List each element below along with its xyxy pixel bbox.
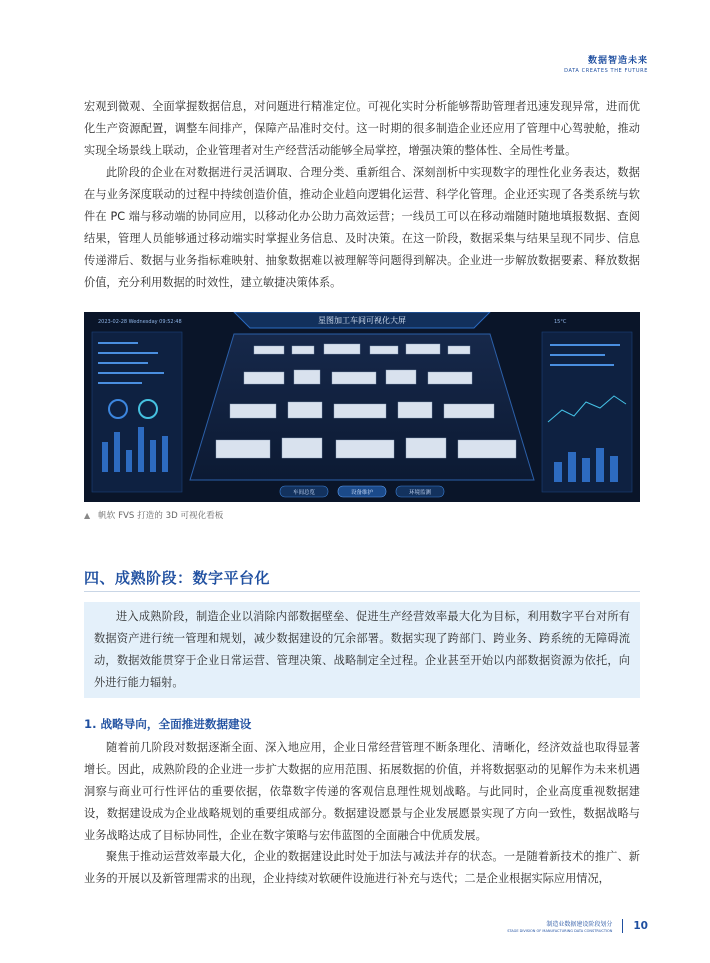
paragraph-text: 进入成熟阶段，制造企业以消除内部数据壁垒、促进生产经营效率最大化为目标，利用数字平台对所有数据资产进行统一管理和规划，减少数据建设的冗余部署。数据实现了跨部门、跨业务、跨系统的无障碍流动，数据效能贯穿于企业日常运营、管理决策、战略制定全过程。企业甚至开始以内部数据资源为依托，向外进行能力辐射。 — [94, 610, 630, 689]
footer-title: 制造业数据建设阶段划分 — [546, 921, 613, 928]
dashboard-button-overview: 车间总览 — [292, 490, 316, 496]
dashboard-temp: 15°C — [554, 319, 567, 325]
highlight-box — [84, 602, 640, 698]
footer-text — [507, 919, 612, 933]
paragraph-strategy — [84, 737, 640, 847]
brand-title: 数据智造未来 — [587, 56, 648, 66]
dashboard-button-maintenance: 设备维护 — [350, 490, 374, 496]
dashboard-illustration — [84, 312, 640, 502]
paragraph-text: 此阶段的企业在对数据进行灵活调取、合理分类、重新组合、深刻剖析中实现数字的理性化业务表达，数据在与业务深度联动的过程中持续创造价值，推动企业趋向逻辑化运营、科学化管理。企业还实现了各类系统与软件在 PC 端与移动端的协同应用，以移动化办公助力高效运营；一线员工可以在移动端随时随地填报数据、查阅结果，管理人员能够通过移动端实时掌握业务信息、及时决策。在这一阶段，数据采集与结果呈现不同步、信息传递滞后、数据与业务指标难映射、抽象数据难以被理解等问题得到解决。企业进一步解放数据要素、释放数据价值，充分利用数据的时效性，建立敏捷决策体系。 — [84, 166, 640, 289]
dashboard-figure — [84, 312, 640, 502]
footer-divider — [622, 919, 623, 933]
paragraph-stage — [84, 162, 640, 294]
dashboard-title: 星图加工车间可视化大屏 — [318, 316, 406, 325]
subsection-title: 1. 战略导向，全面推进数据建设 — [84, 717, 252, 731]
paragraph-text: 聚焦于推动运营效率最大化，企业的数据建设此时处于加法与减法并存的状态。一是随着新技术的推广、新业务的开展以及新管理需求的出现，企业持续对软硬件设施进行补充与迭代；二是企业根据实际应用情况， — [84, 850, 640, 885]
caption-text: 帆软 FVS 打造的 3D 可视化看板 — [98, 511, 224, 521]
page-number: 10 — [633, 920, 648, 932]
paragraph-efficiency — [84, 846, 640, 890]
dashboard-datetime: 2023-02-28 Wednesday 09:52:48 — [98, 319, 182, 325]
paragraph-intro — [84, 96, 640, 162]
highlight-paragraph — [94, 606, 630, 694]
brand-header — [564, 53, 648, 74]
brand-subtitle: DATA CREATES THE FUTURE — [564, 68, 648, 74]
figure-caption — [84, 509, 223, 521]
triangle-icon: ▲ — [84, 511, 91, 520]
page-footer — [507, 919, 648, 933]
section-title: 四、成熟阶段：数字平台化 — [84, 569, 271, 587]
paragraph-text: 随着前几阶段对数据逐渐全面、深入地应用，企业日常经营管理不断条理化、清晰化，经济效益也取得显著增长。因此，成熟阶段的企业进一步扩大数据的应用范围、拓展数据的价值，并将数据驱动的见解作为未来机遇洞察与商业可行性评估的重要依据，依靠数字传递的客观信息理性规划战略。与此同时，企业高度重视数据建设，数据建设成为企业战略规划的重要组成部分。数据建设愿景与企业发展愿景实现了方向一致性，数据战略与业务战略达成了目标协同性，企业在数字策略与宏伟蓝图的全面融合中优质发展。 — [84, 741, 640, 842]
footer-subtitle: STAGE DIVISION OF MANUFACTURING DATA CONSTRUCTION — [507, 929, 613, 933]
section-divider — [84, 591, 640, 592]
dashboard-button-environment: 环境监测 — [408, 490, 432, 496]
paragraph-text: 宏观到微观、全面掌握数据信息，对问题进行精准定位。可视化实时分析能够帮助管理者迅速发现异常，进而优化生产资源配置，调整车间排产，保障产品准时交付。这一时期的很多制造企业还应用了管理中心驾驶舱，推动实现全场景线上联动，企业管理者对生产经营活动能够全局掌控，增强决策的整体性、全局性考量。 — [84, 100, 640, 157]
